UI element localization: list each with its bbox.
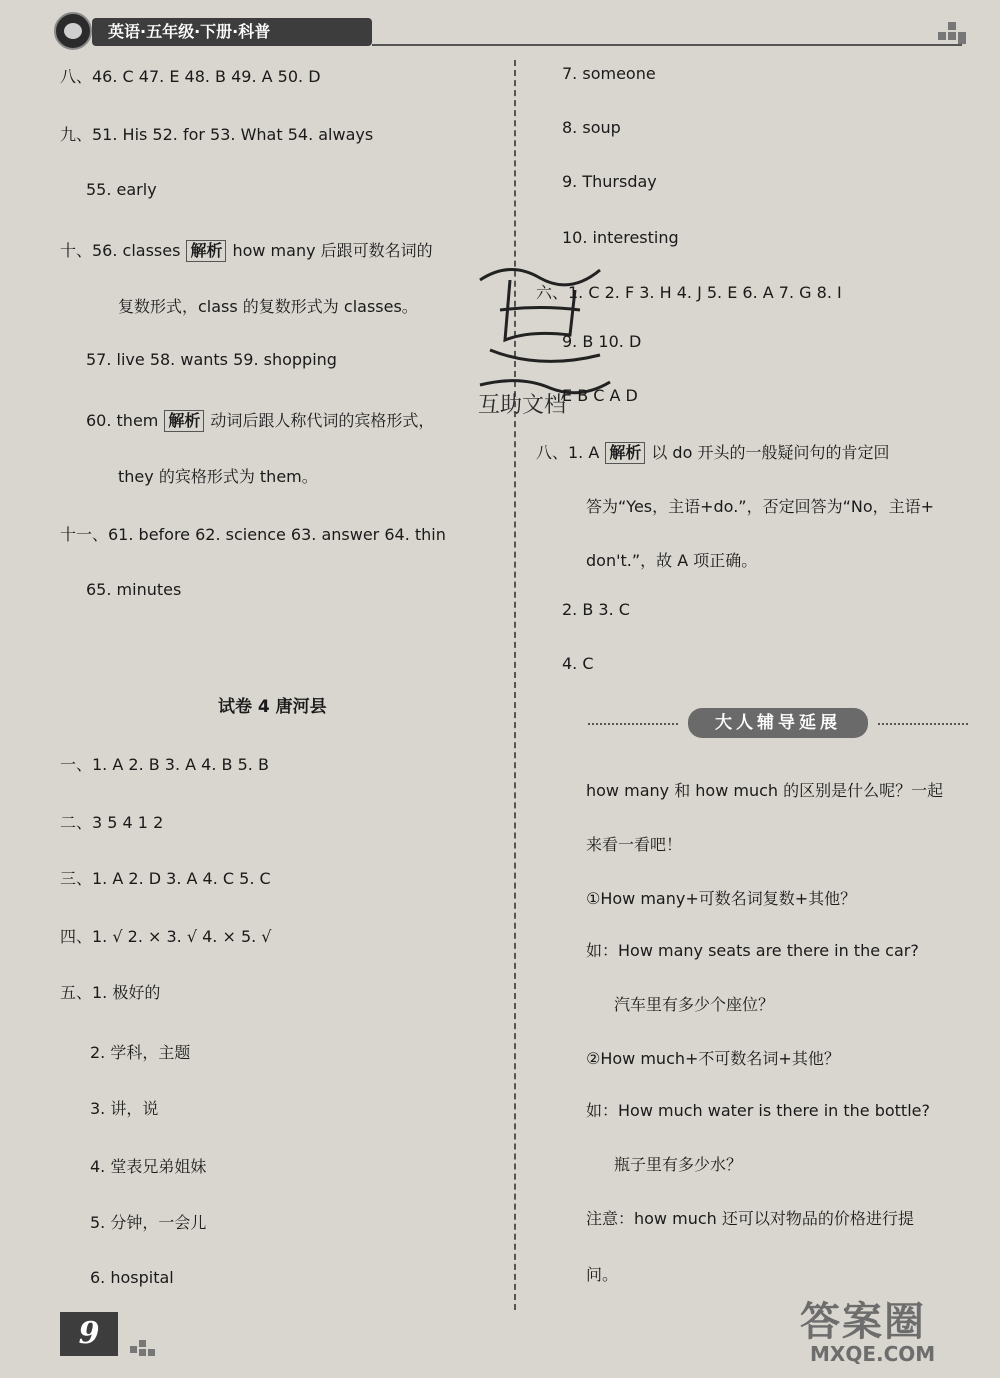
publisher-logo-icon — [54, 12, 92, 50]
answer-line: 65. minutes — [86, 580, 182, 599]
answer-line: 10. interesting — [562, 228, 679, 247]
tip-line: 汽车里有多少个座位？ — [614, 995, 775, 1014]
tip-line: 如：How many seats are there in the car? — [586, 941, 919, 960]
answer-line: 4. C — [562, 654, 594, 673]
site-logo-domain: MXQE.COM — [810, 1342, 936, 1366]
tutoring-banner — [588, 708, 968, 738]
answer-text: 十、56. classes — [60, 241, 181, 260]
answer-line — [86, 408, 434, 432]
analysis-tag: 解析 — [186, 240, 226, 262]
tip-line: 瓶子里有多少水？ — [614, 1155, 743, 1174]
site-logo-text: 答案圈 — [800, 1299, 926, 1345]
analysis-text: don't.”，故 A 项正确。 — [586, 551, 758, 570]
analysis-text: how many 后跟可数名词的 — [232, 241, 433, 260]
banner-dots-left — [588, 723, 678, 725]
banner-title: 大人辅导延展 — [688, 708, 868, 738]
analysis-tag: 解析 — [605, 442, 645, 464]
tip-line: how many 和 how much 的区别是什么呢？一起 — [586, 781, 944, 800]
book-title: 英语·五年级·下册·科普 — [92, 18, 372, 46]
answer-line — [60, 238, 433, 262]
tip-line: 如：How much water is there in the bottle? — [586, 1101, 930, 1120]
footer-squares-icon — [130, 1340, 160, 1360]
tip-line: 问。 — [586, 1265, 619, 1284]
answer-line: 一、1. A 2. B 3. A 4. B 5. B — [60, 755, 269, 774]
header-rule — [372, 44, 962, 46]
section-title: 试卷 4 唐河县 — [218, 697, 327, 717]
answer-text: 60. them — [86, 411, 159, 430]
answer-line: 八、46. C 47. E 48. B 49. A 50. D — [60, 67, 321, 86]
answer-line — [536, 440, 889, 464]
answer-line: 2. B 3. C — [562, 600, 630, 619]
answer-text: 八、1. A — [536, 443, 600, 462]
answer-line: 4. 堂表兄弟姐妹 — [90, 1157, 207, 1176]
tip-line: ②How much+不可数名词+其他？ — [586, 1049, 840, 1068]
analysis-tag: 解析 — [164, 410, 204, 432]
answer-line: 2. 学科，主题 — [90, 1043, 191, 1062]
corner-squares-icon — [938, 20, 968, 50]
answer-line: E B C A D — [562, 386, 638, 405]
watermark-text: 互助文档 — [478, 393, 567, 418]
answer-line: 6. hospital — [90, 1268, 174, 1287]
analysis-text: they 的宾格形式为 them。 — [118, 467, 318, 486]
answer-line: 5. 分钟，一会儿 — [90, 1213, 207, 1232]
tip-line: ①How many+可数名词复数+其他？ — [586, 889, 857, 908]
column-divider — [514, 60, 516, 1310]
answer-line: 8. soup — [562, 118, 621, 137]
banner-dots-right — [878, 723, 968, 725]
answer-line: 五、1. 极好的 — [60, 983, 161, 1002]
analysis-text: 以 do 开头的一般疑问句的肯定回 — [651, 443, 890, 462]
answer-line: 3. 讲，说 — [90, 1099, 159, 1118]
analysis-text: 复数形式，class 的复数形式为 classes。 — [118, 297, 418, 316]
answer-line: 55. early — [86, 180, 157, 199]
page-header — [40, 10, 970, 52]
answer-line: 9. B 10. D — [562, 332, 642, 351]
answer-line: 7. someone — [562, 64, 656, 83]
answer-line: 三、1. A 2. D 3. A 4. C 5. C — [60, 869, 271, 888]
analysis-text: 动词后跟人称代词的宾格形式， — [210, 411, 435, 430]
answer-line: 57. live 58. wants 59. shopping — [86, 350, 337, 369]
answer-line: 六、1. C 2. F 3. H 4. J 5. E 6. A 7. G 8. I — [536, 283, 842, 302]
analysis-text: 答为“Yes，主语+do.”，否定回答为“No，主语+ — [586, 497, 935, 516]
answer-line: 十一、61. before 62. science 63. answer 64. thin — [60, 525, 446, 544]
answer-line: 四、1. √ 2. × 3. √ 4. × 5. √ — [60, 927, 272, 946]
answer-line: 9. Thursday — [562, 172, 657, 191]
answer-line: 九、51. His 52. for 53. What 54. always — [60, 125, 374, 144]
tip-line: 来看一看吧！ — [586, 835, 683, 854]
page-number: 9 — [60, 1312, 118, 1356]
site-watermark-logo — [790, 1290, 990, 1370]
answer-line: 二、3 5 4 1 2 — [60, 813, 164, 832]
tip-line: 注意：how much 还可以对物品的价格进行提 — [586, 1209, 914, 1228]
